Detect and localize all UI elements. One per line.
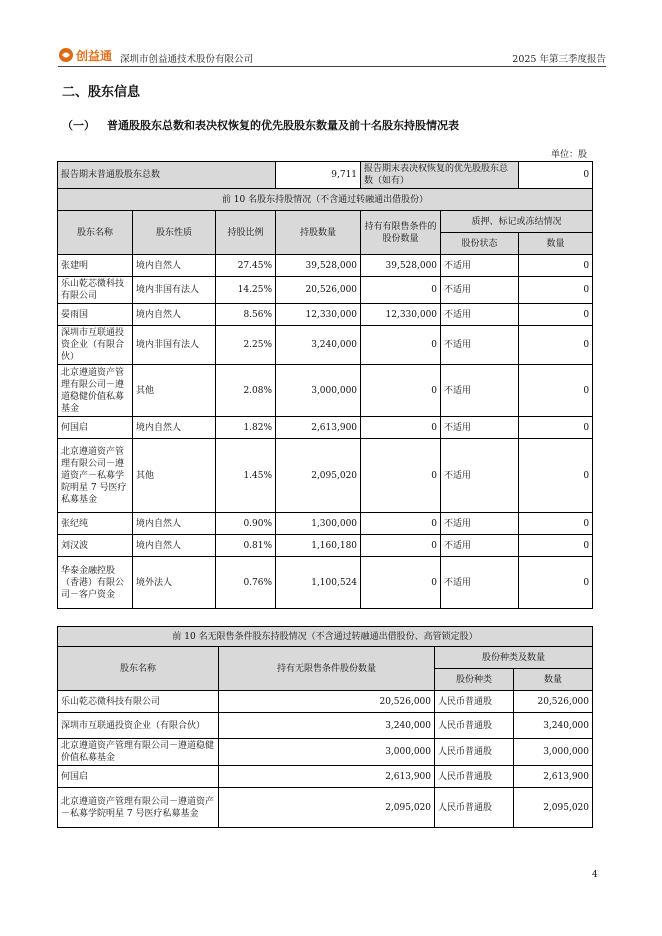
- unrestricted-title: 前 10 名无限售条件股东持股情况（不含通过转融通出借股份、高管锁定股）: [58, 627, 593, 647]
- holder-name: 深圳市互联通投资企业（有限合伙）: [58, 713, 219, 739]
- table-row: [58, 513, 593, 535]
- page-header: [58, 44, 606, 67]
- share-kind: 人民币普通股: [435, 766, 514, 788]
- shareholder-name: 乐山乾芯微科技有限公司: [58, 277, 133, 304]
- shareholder-nature: 其他: [133, 439, 216, 513]
- subsection-text: 普通股股东总数和表决权恢复的优先股股东数量及前十名股东持股情况表: [107, 119, 459, 132]
- restricted-qty: 0: [361, 557, 441, 609]
- pledge-status: 不适用: [441, 304, 519, 326]
- pledge-status: 不适用: [441, 417, 519, 439]
- pledge-amount: 0: [519, 365, 593, 417]
- shareholder-name: 张建明: [58, 255, 133, 277]
- table-row: [58, 739, 593, 766]
- section-title: 二、股东信息: [62, 85, 141, 100]
- holding-qty: 1,100,524: [276, 557, 361, 609]
- holder-name: 北京遵道资产管理有限公司－遵道资产－私募学院明星 7 号医疗私募基金: [58, 788, 219, 828]
- shareholder-nature: 境内自然人: [133, 535, 216, 557]
- logo-text: 创益通: [76, 48, 113, 63]
- u-col-header-kind-qty: 股份种类及数量: [435, 647, 593, 669]
- holding-qty: 3,000,000: [276, 365, 361, 417]
- holding-ratio: 0.90%: [216, 513, 276, 535]
- table-row: [58, 557, 593, 609]
- holding-ratio: 27.45%: [216, 255, 276, 277]
- pledge-amount: 0: [519, 255, 593, 277]
- table-row: [58, 766, 593, 788]
- shareholder-nature: 境内自然人: [133, 255, 216, 277]
- holder-name: 何国启: [58, 766, 219, 788]
- shareholder-nature: 境外法人: [133, 557, 216, 609]
- share-kind: 人民币普通股: [435, 739, 514, 766]
- col-header-qty: 持股数量: [276, 211, 361, 255]
- restricted-qty: 0: [361, 277, 441, 304]
- pledge-status: 不适用: [441, 255, 519, 277]
- restricted-qty: 0: [361, 439, 441, 513]
- u-col-header-amount: 数量: [514, 669, 593, 691]
- restricted-qty: 0: [361, 535, 441, 557]
- top10-shareholders-table: [57, 161, 593, 609]
- share-kind: 人民币普通股: [435, 691, 514, 713]
- unrestricted-qty: 3,000,000: [219, 739, 435, 766]
- holding-ratio: 1.82%: [216, 417, 276, 439]
- pledge-amount: 0: [519, 557, 593, 609]
- shareholder-nature: 境内非国有法人: [133, 277, 216, 304]
- unrestricted-qty: 20,526,000: [219, 691, 435, 713]
- holding-ratio: 0.76%: [216, 557, 276, 609]
- share-amount: 2,613,900: [514, 766, 593, 788]
- restricted-qty: 0: [361, 365, 441, 417]
- unrestricted-qty: 2,613,900: [219, 766, 435, 788]
- pledge-amount: 0: [519, 439, 593, 513]
- holding-qty: 39,528,000: [276, 255, 361, 277]
- top10-title: 前 10 名股东持股情况（不含通过转融通出借股份）: [58, 189, 593, 211]
- shareholder-name: 晏雨国: [58, 304, 133, 326]
- col-header-pledge: 质押、标记或冻结情况: [441, 211, 593, 233]
- table-row: [58, 326, 593, 365]
- shareholder-name: 张纪纯: [58, 513, 133, 535]
- pledge-amount: 0: [519, 304, 593, 326]
- shareholder-name: 何国启: [58, 417, 133, 439]
- holder-name: 北京遵道资产管理有限公司－遵道稳健价值私募基金: [58, 739, 219, 766]
- holding-ratio: 1.45%: [216, 439, 276, 513]
- shareholder-nature: 境内自然人: [133, 417, 216, 439]
- pledge-status: 不适用: [441, 277, 519, 304]
- shareholder-nature: 境内自然人: [133, 304, 216, 326]
- pledge-amount: 0: [519, 535, 593, 557]
- shareholder-nature: 境内自然人: [133, 513, 216, 535]
- col-header-amount: 数量: [519, 233, 593, 255]
- holding-ratio: 2.08%: [216, 365, 276, 417]
- holding-qty: 12,330,000: [276, 304, 361, 326]
- u-col-header-qty: 持有无限售条件股份数量: [219, 647, 435, 691]
- unrestricted-qty: 2,095,020: [219, 788, 435, 828]
- col-header-status: 股份状态: [441, 233, 519, 255]
- restricted-qty: 0: [361, 417, 441, 439]
- u-col-header-name: 股东名称: [58, 647, 219, 691]
- report-title: 2025 年第三季度报告: [512, 54, 606, 65]
- unit-label: 单位：股: [550, 150, 587, 160]
- pledge-status: 不适用: [441, 535, 519, 557]
- pledge-status: 不适用: [441, 557, 519, 609]
- pref-holders-value: 0: [519, 162, 593, 189]
- logo-mark-icon: [58, 47, 74, 63]
- pledge-status: 不适用: [441, 326, 519, 365]
- shareholder-name: 华泰金融控股（香港）有限公司－客户资金: [58, 557, 133, 609]
- pref-holders-label: 报告期末表决权恢复的优先股股东总数（如有）: [361, 162, 519, 189]
- holding-qty: 3,240,000: [276, 326, 361, 365]
- holding-qty: 2,613,900: [276, 417, 361, 439]
- unrestricted-qty: 3,240,000: [219, 713, 435, 739]
- company-name: 深圳市创益通技术股份有限公司: [120, 54, 254, 65]
- total-holders-label: 报告期末普通股股东总数: [58, 162, 276, 189]
- share-amount: 3,240,000: [514, 713, 593, 739]
- share-amount: 2,095,020: [514, 788, 593, 828]
- pledge-status: 不适用: [441, 365, 519, 417]
- table-row: [58, 691, 593, 713]
- pledge-amount: 0: [519, 417, 593, 439]
- share-amount: 3,000,000: [514, 739, 593, 766]
- col-header-nature: 股东性质: [133, 211, 216, 255]
- col-header-name: 股东名称: [58, 211, 133, 255]
- holding-qty: 20,526,000: [276, 277, 361, 304]
- holding-ratio: 0.81%: [216, 535, 276, 557]
- share-kind: 人民币普通股: [435, 713, 514, 739]
- restricted-qty: 0: [361, 513, 441, 535]
- holding-qty: 1,300,000: [276, 513, 361, 535]
- subsection-title: [62, 117, 459, 133]
- shareholder-name: 北京遵道资产管理有限公司－遵道稳健价值私募基金: [58, 365, 133, 417]
- table-row: [58, 417, 593, 439]
- shareholder-name: 深圳市互联通投资企业（有限合伙）: [58, 326, 133, 365]
- col-header-ratio: 持股比例: [216, 211, 276, 255]
- shareholder-name: 刘汉波: [58, 535, 133, 557]
- pledge-status: 不适用: [441, 513, 519, 535]
- company-logo: [58, 46, 112, 64]
- pledge-amount: 0: [519, 513, 593, 535]
- table-row: [58, 255, 593, 277]
- unrestricted-holders-table: [57, 626, 593, 828]
- holding-qty: 2,095,020: [276, 439, 361, 513]
- share-kind: 人民币普通股: [435, 788, 514, 828]
- pledge-amount: 0: [519, 326, 593, 365]
- page-number: 4: [592, 870, 598, 880]
- table-row: [58, 365, 593, 417]
- shareholder-nature: 其他: [133, 365, 216, 417]
- holding-ratio: 8.56%: [216, 304, 276, 326]
- col-header-restricted: 持有有限售条件的股份数量: [361, 211, 441, 255]
- holder-name: 乐山乾芯微科技有限公司: [58, 691, 219, 713]
- pledge-status: 不适用: [441, 439, 519, 513]
- shareholder-name: 北京遵道资产管理有限公司－遵道资产－私募学院明星 7 号医疗私募基金: [58, 439, 133, 513]
- shareholder-nature: 境内非国有法人: [133, 326, 216, 365]
- subsection-number: （一）: [62, 119, 95, 132]
- restricted-qty: 12,330,000: [361, 304, 441, 326]
- table-row: [58, 277, 593, 304]
- pledge-amount: 0: [519, 277, 593, 304]
- table-row: [58, 535, 593, 557]
- table-row: [58, 713, 593, 739]
- table-row: [58, 788, 593, 828]
- table-row: [58, 304, 593, 326]
- restricted-qty: 0: [361, 326, 441, 365]
- holding-qty: 1,160,180: [276, 535, 361, 557]
- u-col-header-kind: 股份种类: [435, 669, 514, 691]
- holding-ratio: 2.25%: [216, 326, 276, 365]
- total-holders-value: 9,711: [276, 162, 361, 189]
- table-row: [58, 439, 593, 513]
- holding-ratio: 14.25%: [216, 277, 276, 304]
- share-amount: 20,526,000: [514, 691, 593, 713]
- restricted-qty: 39,528,000: [361, 255, 441, 277]
